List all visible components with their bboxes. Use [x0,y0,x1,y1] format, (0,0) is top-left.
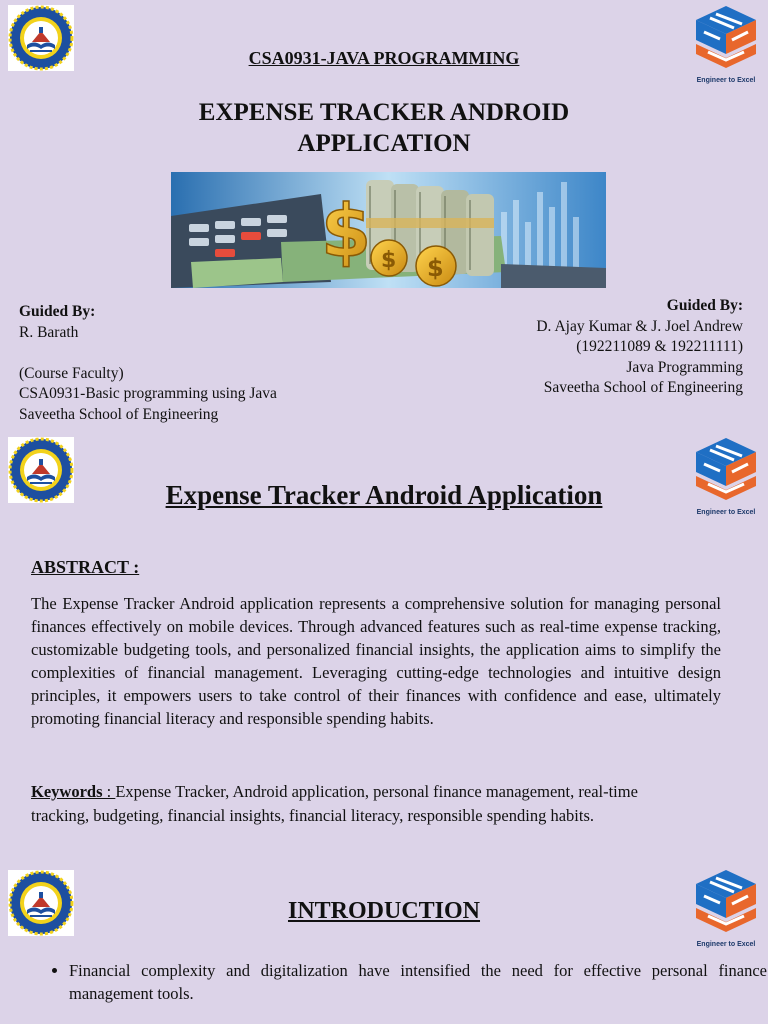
keywords-separator: : [102,782,116,801]
guide-left-institution: Saveetha School of Engineering [19,405,219,423]
logo-tagline: Engineer to Excel [696,941,756,948]
guide-right-ids: (192211089 & 192211111) [576,338,743,355]
section-title: Expense Tracker Android Application [165,480,603,510]
logo-tagline: Engineer to Excel [696,77,756,84]
introduction-list [40,959,767,1005]
money-calculator-illustration [171,172,606,288]
keywords-text: Expense Tracker, Android application, personal finance management, real-time tracking, budgeting, financial insights, financial literacy, responsible spending habits. [31,782,638,825]
poster-title [0,97,768,159]
spacer [19,343,277,364]
guide-right-block [536,296,743,399]
svg-text:$: $ [427,254,444,282]
abstract-body: The Expense Tracker Android application represents a comprehensive solution for managing personal finances effectively on mobile devices. Through advanced features such as real-time expense tracking, customizable budgeting tools, and personalized financial insights, the application aims to simplify the complexities of financial management. Leveraging cutting-edge technologies and intuitive design principles, it empowers users to take control of their finances with confidence and ease, ultimately promoting financial literacy and responsible spending habits. [31,594,721,728]
svg-text:$: $ [381,248,397,273]
guide-left-heading: Guided By: [19,303,96,320]
guide-left-name: R. Barath [19,323,79,341]
poster-title-line2: APPLICATION [297,130,471,157]
svg-text:$: $ [321,189,372,273]
guide-right-subject: Java Programming [626,358,743,376]
logo-tagline: Engineer to Excel [696,509,756,516]
guide-right-names: D. Ajay Kumar & J. Joel Andrew [536,317,743,335]
course-code: CSA0931-JAVA PROGRAMMING [248,48,520,68]
guide-left-block [19,302,277,425]
guide-right-institution: Saveetha School of Engineering [543,379,743,396]
list-item: • Financial complexity and digitalization have intensified the need for effective personal finance management tools. [69,959,767,1005]
abstract-heading: ABSTRACT : [31,557,140,577]
guide-right-heading: Guided By: [666,297,743,314]
keywords-paragraph [31,780,681,827]
guide-left-course: CSA0931-Basic programming using Java [19,385,277,402]
guide-left-role: (Course Faculty) [19,364,124,382]
sse-logo [690,4,762,84]
introduction-heading: INTRODUCTION [287,898,481,924]
keywords-label: Keywords [31,782,103,801]
poster-title-line1: EXPENSE TRACKER ANDROID [198,99,570,126]
